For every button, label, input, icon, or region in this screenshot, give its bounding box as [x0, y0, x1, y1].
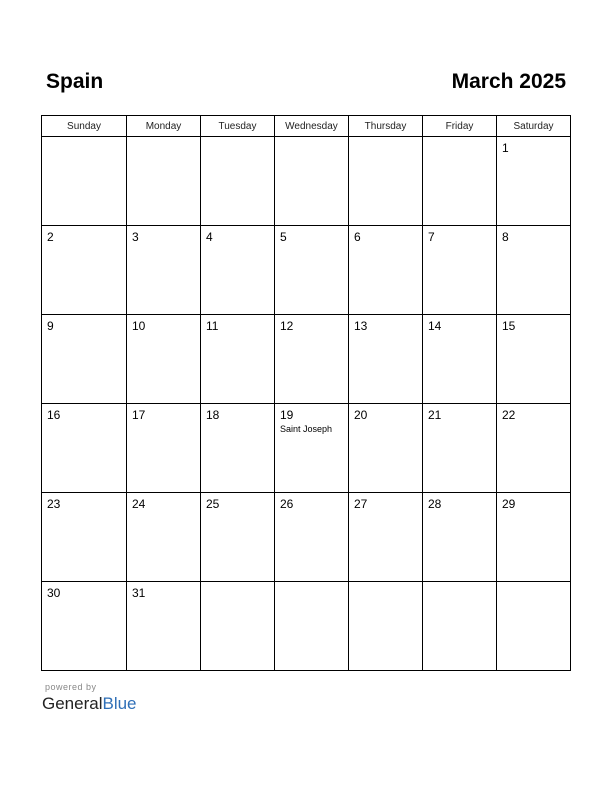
day-cell [127, 315, 201, 404]
day-number [497, 582, 570, 587]
day-cell [423, 493, 497, 582]
empty-day-cell [349, 137, 423, 226]
day-cell [127, 226, 201, 315]
day-number: 27 [354, 497, 368, 511]
day-number [349, 582, 422, 587]
day-number: 9 [47, 319, 54, 333]
generalblue-logo[interactable] [42, 694, 137, 714]
day-number: 26 [280, 497, 294, 511]
day-cell [275, 315, 349, 404]
day-number: 22 [502, 408, 516, 422]
weekday-wednesday: Wednesday [275, 116, 349, 137]
day-number: 24 [132, 497, 146, 511]
empty-day-cell [42, 137, 127, 226]
calendar-grid [41, 115, 571, 671]
brand-blue: Blue [102, 694, 137, 713]
day-number: 17 [132, 408, 146, 422]
week-row [42, 226, 571, 315]
calendar-header [46, 70, 566, 100]
calendar-body [42, 137, 571, 671]
day-cell [423, 404, 497, 493]
empty-day-cell [275, 582, 349, 671]
day-cell [423, 315, 497, 404]
holiday-label: Saint Joseph [280, 424, 333, 434]
day-number: 14 [428, 319, 442, 333]
day-number: 31 [132, 586, 146, 600]
day-cell [201, 226, 275, 315]
day-cell [497, 226, 571, 315]
day-number [127, 137, 200, 142]
empty-day-cell [349, 582, 423, 671]
day-cell [42, 315, 127, 404]
day-number [423, 137, 496, 142]
empty-day-cell [127, 137, 201, 226]
day-cell [127, 582, 201, 671]
day-cell [349, 404, 423, 493]
empty-day-cell [275, 137, 349, 226]
weekday-tuesday: Tuesday [201, 116, 275, 137]
day-cell [127, 404, 201, 493]
day-cell [275, 493, 349, 582]
day-cell [127, 493, 201, 582]
weekday-monday: Monday [127, 116, 201, 137]
day-number: 20 [354, 408, 368, 422]
day-number: 25 [206, 497, 220, 511]
day-number [42, 137, 126, 142]
day-number: 28 [428, 497, 442, 511]
footer [42, 682, 137, 714]
day-cell [497, 137, 571, 226]
empty-day-cell [497, 582, 571, 671]
weekday-sunday: Sunday [42, 116, 127, 137]
week-row [42, 493, 571, 582]
week-row [42, 582, 571, 671]
day-number: 21 [428, 408, 442, 422]
empty-day-cell [423, 582, 497, 671]
day-cell [275, 404, 349, 493]
day-number: 11 [206, 319, 219, 333]
empty-day-cell [423, 137, 497, 226]
day-number: 8 [502, 230, 509, 244]
day-number: 16 [47, 408, 61, 422]
day-number: 4 [206, 230, 213, 244]
weekday-header-row [42, 116, 571, 137]
day-number: 7 [428, 230, 435, 244]
day-cell [349, 226, 423, 315]
powered-by-text: powered by [45, 682, 97, 692]
day-cell [42, 226, 127, 315]
day-number: 19 [280, 408, 294, 422]
day-cell [497, 493, 571, 582]
day-number [201, 582, 274, 587]
day-number [201, 137, 274, 142]
day-number: 23 [47, 497, 61, 511]
day-cell [497, 404, 571, 493]
day-number [423, 582, 496, 587]
day-number: 12 [280, 319, 294, 333]
day-cell [275, 226, 349, 315]
weekday-saturday: Saturday [497, 116, 571, 137]
weekday-thursday: Thursday [349, 116, 423, 137]
day-number: 10 [132, 319, 146, 333]
weekday-friday: Friday [423, 116, 497, 137]
day-cell [201, 315, 275, 404]
day-cell [42, 582, 127, 671]
brand-general: General [42, 694, 103, 713]
day-number: 30 [47, 586, 61, 600]
day-cell [497, 315, 571, 404]
day-number [349, 137, 422, 142]
day-cell [42, 493, 127, 582]
day-number [275, 137, 348, 142]
day-number: 15 [502, 319, 516, 333]
week-row [42, 137, 571, 226]
day-cell [349, 315, 423, 404]
empty-day-cell [201, 137, 275, 226]
empty-day-cell [201, 582, 275, 671]
day-cell [201, 493, 275, 582]
week-row [42, 404, 571, 493]
day-number: 6 [354, 230, 361, 244]
month-title: March 2025 [451, 70, 566, 93]
day-cell [349, 493, 423, 582]
day-number: 1 [502, 141, 509, 155]
day-number: 3 [132, 230, 139, 244]
day-cell [423, 226, 497, 315]
country-title: Spain [46, 70, 104, 93]
day-number [275, 582, 348, 587]
day-number: 5 [280, 230, 287, 244]
day-number: 29 [502, 497, 516, 511]
day-cell [201, 404, 275, 493]
week-row [42, 315, 571, 404]
day-number: 18 [206, 408, 220, 422]
day-number: 2 [47, 230, 54, 244]
day-number: 13 [354, 319, 368, 333]
day-cell [42, 404, 127, 493]
